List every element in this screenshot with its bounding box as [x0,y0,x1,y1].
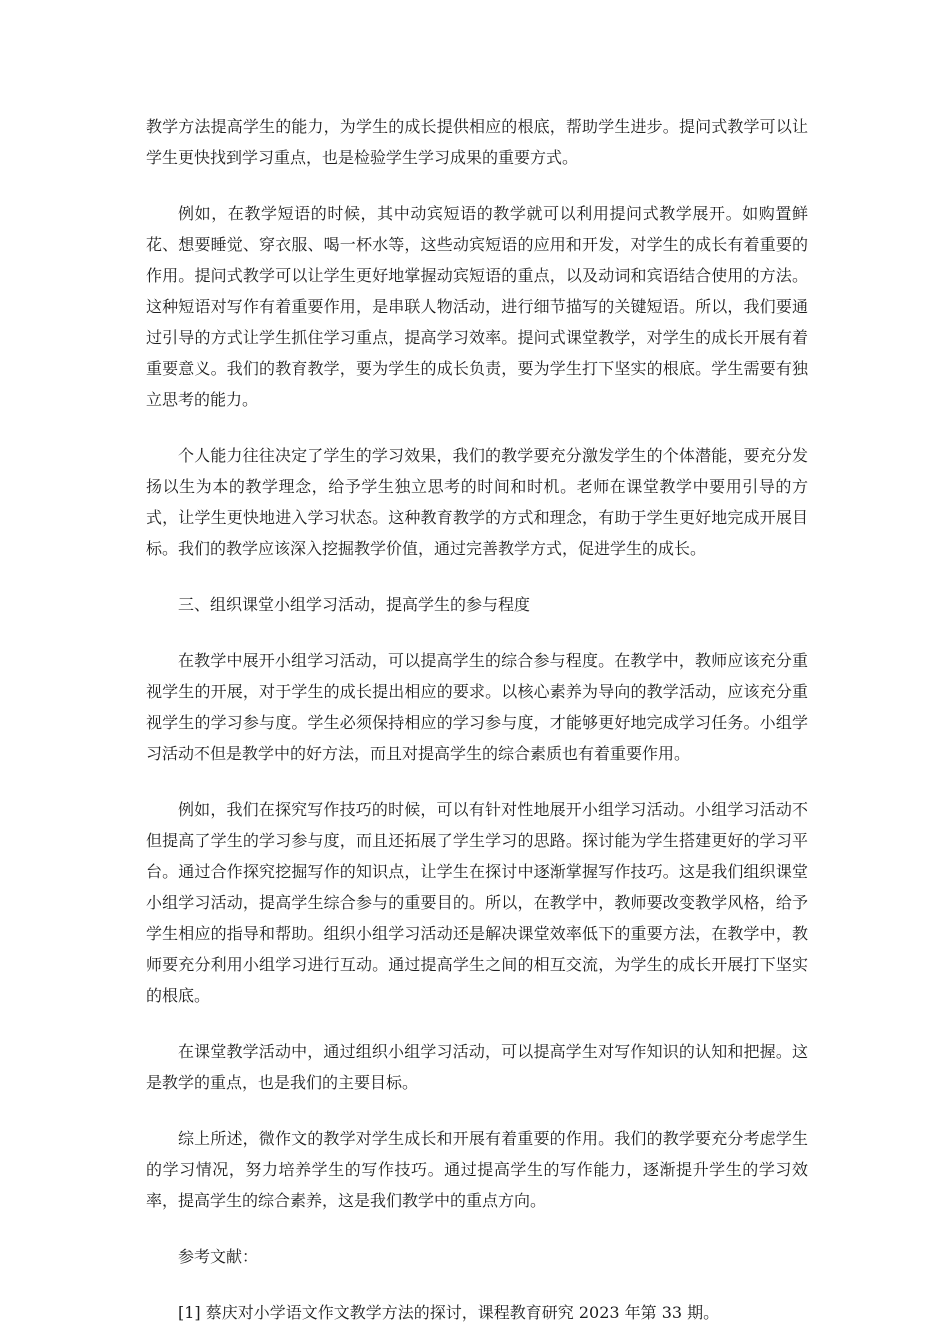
paragraph: 在教学中展开小组学习活动，可以提高学生的综合参与程度。在教学中，教师应该充分重视学生的开展，对于学生的成长提出相应的要求。以核心素养为导向的教学活动，应该充分重视学生的学习参与度。学生必须保持相应的学习参与度，才能够更好地完成学习任务。小组学习活动不但是教学中的好方法，而且对提高学生的综合素质也有着重要作用。 [146,651,808,763]
reference-item: [1] 蔡庆对小学语文作文教学方法的探讨，课程教育研究 2023 年第 33 期。 [178,1303,720,1322]
paragraph: 综上所述，微作文的教学对学生成长和开展有着重要的作用。我们的教学要充分考虑学生的学习情况，努力培养学生的写作技巧。通过提高学生的写作能力，逐渐提升学生的学习效率，提高学生的综合素养，这是我们教学中的重点方向。 [146,1129,808,1210]
paragraph: 例如，在教学短语的时候，其中动宾短语的教学就可以利用提问式教学展开。如购置鲜花、想要睡觉、穿衣服、喝一杯水等，这些动宾短语的应用和开发，对学生的成长有着重要的作用。提问式教学可以让学生更好地掌握动宾短语的重点，以及动词和宾语结合使用的方法。这种短语对写作有着重要作用，是串联人物活动，进行细节描写的关键短语。所以，我们要通过引导的方式让学生抓住学习重点，提高学习效率。提问式课堂教学，对学生的成长开展有着重要意义。我们的教育教学，要为学生的成长负责，要为学生打下坚实的根底。学生需要有独立思考的能力。 [146,204,808,409]
paragraph: 在课堂教学活动中，通过组织小组学习活动，可以提高学生对写作知识的认知和把握。这是教学的重点，也是我们的主要目标。 [146,1042,808,1092]
paragraph: 例如，我们在探究写作技巧的时候，可以有针对性地展开小组学习活动。小组学习活动不但提高了学生的学习参与度，而且还拓展了学生学习的思路。探讨能为学生搭建更好的学习平台。通过合作探究挖掘写作的知识点，让学生在探讨中逐渐掌握写作技巧。这是我们组织课堂小组学习活动，提高学生综合参与的重要目的。所以，在教学中，教师要改变教学风格，给予学生相应的指导和帮助。组织小组学习活动还是解决课堂效率低下的重要方法，在教学中，教师要充分利用小组学习进行互动。通过提高学生之间的相互交流，为学生的成长开展打下坚实的根底。 [146,800,808,1005]
references-title: 参考文献： [178,1247,259,1266]
document-page [146,111,808,1328]
section-heading: 三、组织课堂小组学习活动，提高学生的参与程度 [178,595,531,614]
paragraph: 教学方法提高学生的能力，为学生的成长提供相应的根底，帮助学生进步。提问式教学可以让学生更快找到学习重点，也是检验学生学习成果的重要方式。 [146,117,808,167]
paragraph: 个人能力往往决定了学生的学习效果，我们的教学要充分激发学生的个体潜能，要充分发扬以生为本的教学理念，给予学生独立思考的时间和时机。老师在课堂教学中要用引导的方式，让学生更快地进入学习状态。这种教育教学的方式和理念，有助于学生更好地完成开展目标。我们的教学应该深入挖掘教学价值，通过完善教学方式，促进学生的成长。 [146,446,808,558]
